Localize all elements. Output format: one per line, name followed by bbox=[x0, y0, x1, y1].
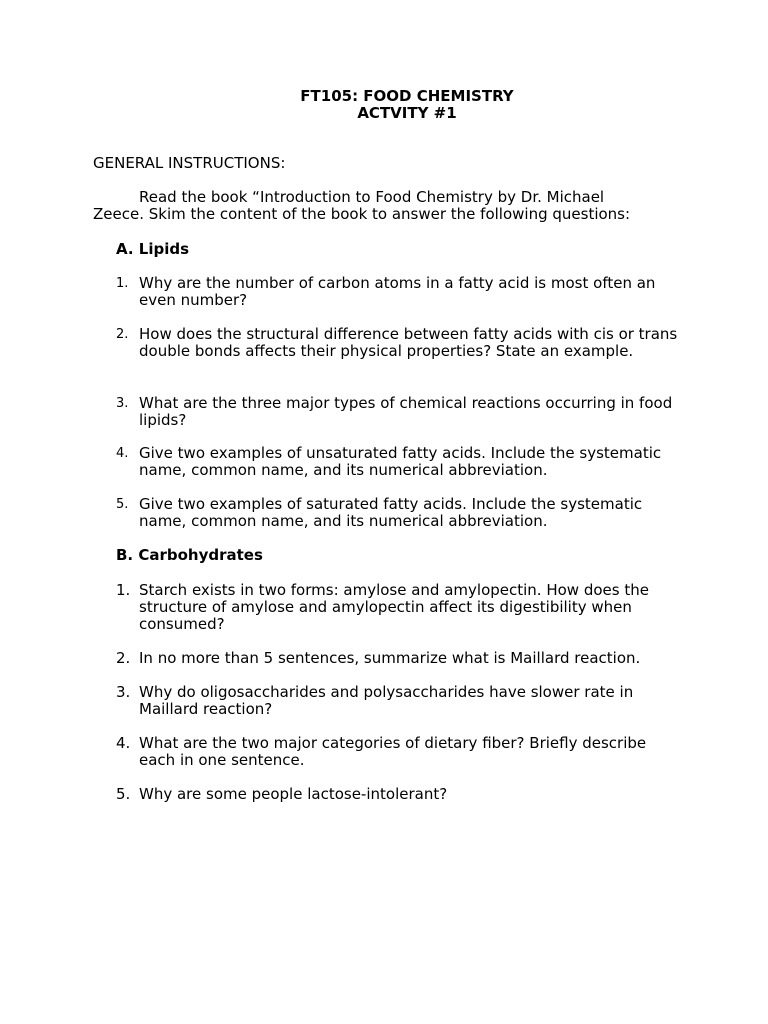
question-text: What are the two major categories of dietary fiber? Briefly describe each in one sentence. bbox=[139, 734, 647, 769]
section-heading-lipids: A. Lipids bbox=[116, 240, 190, 258]
question-number: 5. bbox=[116, 497, 129, 512]
question-text: Why are some people lactose-intolerant? bbox=[139, 785, 448, 803]
question-text: Why are the number of carbon atoms in a fatty acid is most often an even number? bbox=[139, 274, 656, 309]
question-number: 2. bbox=[116, 327, 129, 342]
question-text: What are the three major types of chemical reactions occurring in food lipids? bbox=[139, 394, 673, 429]
question-number: 4. bbox=[116, 734, 131, 752]
question-text: Give two examples of unsaturated fatty acids. Include the systematic name, common name, and its numerical abbreviation. bbox=[139, 444, 662, 479]
instructions-paragraph bbox=[93, 189, 693, 223]
instructions-line-1: Read the book “Introduction to Food Chemistry by Dr. Michael bbox=[139, 188, 605, 206]
question-number: 2. bbox=[116, 649, 131, 667]
general-instructions-heading: GENERAL INSTRUCTIONS: bbox=[93, 154, 286, 172]
question-number: 5. bbox=[116, 785, 131, 803]
section-heading-carbohydrates: B. Carbohydrates bbox=[116, 546, 263, 564]
question-number: 3. bbox=[116, 683, 131, 701]
question-text: How does the structural difference between fatty acids with cis or trans double bonds affects their physical properties? State an example. bbox=[139, 325, 678, 360]
question-number: 3. bbox=[116, 396, 129, 411]
question-number: 1. bbox=[116, 581, 131, 599]
question-number: 1. bbox=[116, 276, 129, 291]
question-text: In no more than 5 sentences, summarize what is Maillard reaction. bbox=[139, 649, 641, 667]
activity-title: ACTVITY #1 bbox=[357, 104, 457, 122]
instructions-line-2: Zeece. Skim the content of the book to answer the following questions: bbox=[93, 205, 631, 223]
question-text: Give two examples of saturated fatty acids. Include the systematic name, common name, and its numerical abbreviation. bbox=[139, 495, 643, 530]
question-text: Starch exists in two forms: amylose and amylopectin. How does the structure of amylose and amylopectin affect its digestibility when consumed? bbox=[139, 581, 649, 633]
question-number: 4. bbox=[116, 446, 129, 461]
question-text: Why do oligosaccharides and polysaccharides have slower rate in Maillard reaction? bbox=[139, 683, 634, 718]
course-title: FT105: FOOD CHEMISTRY bbox=[300, 87, 514, 105]
